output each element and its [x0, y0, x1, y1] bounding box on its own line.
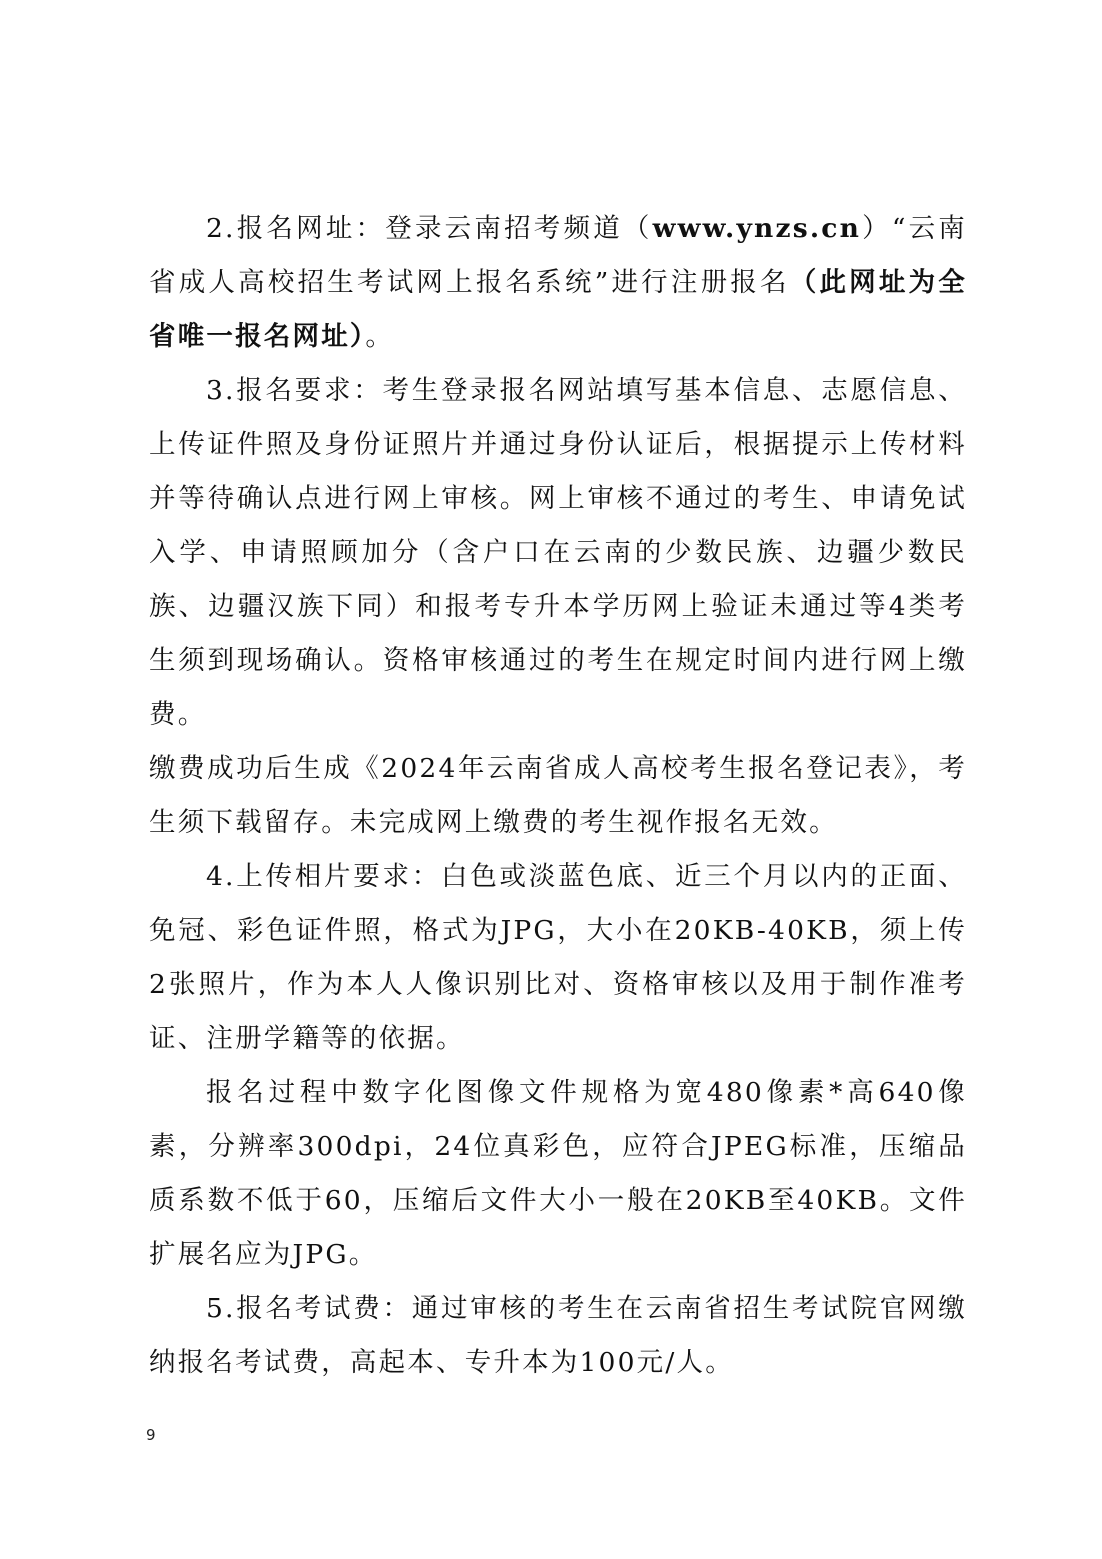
- page-number: 9: [146, 1426, 156, 1444]
- paragraph-photo-requirements: [149, 850, 967, 1066]
- requirements-text-continued: 缴费成功后生成《2024年云南省成人高校考生报名登记表》，考生须下载留存。未完成网上缴费的考生视作报名无效。: [149, 753, 967, 838]
- text-segment: 。: [365, 321, 395, 352]
- paragraph-registration-requirements-cont: [149, 742, 967, 850]
- website-url: www.ynzs.cn: [652, 213, 862, 244]
- text-segment: ）“云南省成人高校招生考试网上报名系统”进行注册报名: [149, 213, 967, 298]
- paragraph-registration-requirements: [149, 364, 967, 742]
- image-spec-text: 报名过程中数字化图像文件规格为宽480像素*高640像素，分辨率300dpi，24位真彩色，应符合JPEG标准，压缩品质系数不低于60，压缩后文件大小一般在20KB至40KB。文件扩展名应为JPG。: [149, 1077, 967, 1270]
- unique-website-note: （此网址为全省唯一报名网址）: [149, 267, 967, 352]
- paragraph-exam-fee: [149, 1282, 967, 1390]
- photo-requirements-text: 4.上传相片要求：白色或淡蓝色底、近三个月以内的正面、免冠、彩色证件照，格式为JPG，大小在20KB-40KB，须上传2张照片，作为本人人像识别比对、资格审核以及用于制作准考证、注册学籍等的依据。: [149, 861, 967, 1054]
- requirements-text: 3.报名要求：考生登录报名网站填写基本信息、志愿信息、上传证件照及身份证照片并通过身份认证后，根据提示上传材料并等待确认点进行网上审核。网上审核不通过的考生、申请免试入学、申请照顾加分（含户口在云南的少数民族、边疆少数民族、边疆汉族下同）和报考专升本学历网上验证未通过等4类考生须到现场确认。资格审核通过的考生在规定时间内进行网上缴费。: [149, 375, 967, 730]
- document-body: [149, 202, 967, 1390]
- text-segment: 2.报名网址：登录云南招考频道（: [206, 213, 653, 244]
- exam-fee-text: 5.报名考试费：通过审核的考生在云南省招生考试院官网缴纳报名考试费，高起本、专升本为100元/人。: [149, 1293, 967, 1378]
- paragraph-image-spec: [149, 1066, 967, 1282]
- paragraph-registration-website: [149, 202, 967, 364]
